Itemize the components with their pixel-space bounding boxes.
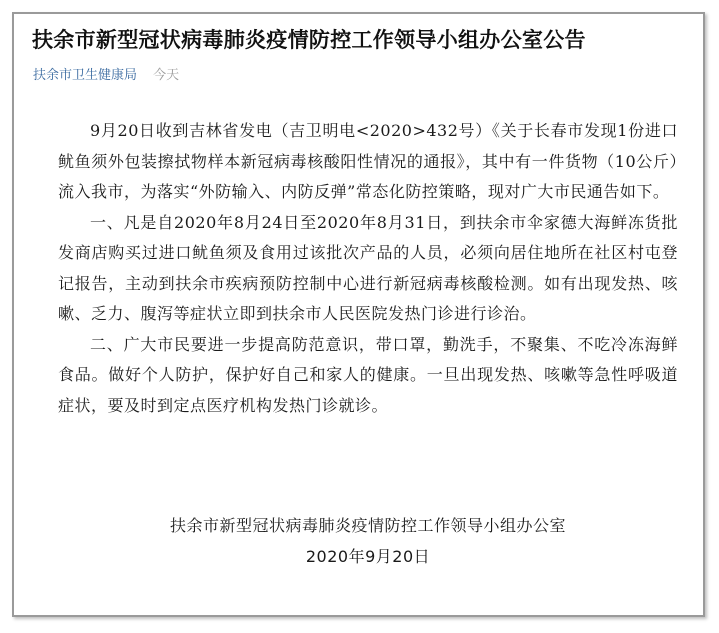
paragraph-intro: 9月20日收到吉林省发电（吉卫明电<2020>432号）《关于长春市发现1份进口鱿鱼须外包装擦拭物样本新冠病毒核酸阳性情况的通报》，其中有一件货物（10公斤）流入我市，为落实“外防输入、内防反弹”常态化防控策略，现对广大市民通告如下。: [58, 121, 678, 201]
signature-date: 2020年9月20日: [305, 547, 431, 566]
publish-time: 今天: [153, 68, 180, 83]
paragraph-item-1: 一、凡是自2020年8月24日至2020年8月31日，到扶余市伞家德大海鲜冻货批发商店购买过进口鱿鱼须及食用过该批次产品的人员，必须向居住地所在社区村屯登记报告，主动到扶余市疾病预防控制中心进行新冠病毒核酸检测。如有出现发热、咳嗽、乏力、腹泻等症状立即到扶余市人民医院发热门诊进行诊治。: [58, 212, 678, 323]
article-title: 扶余市新型冠状病毒肺炎疫情防控工作领导小组办公室公告: [32, 28, 586, 52]
article-meta: [33, 64, 179, 83]
paragraph-item-2: 二、广大市民要进一步提高防范意识，带口罩，勤洗手，不聚集、不吃冷冻海鲜食品。做好个人防护，保护好自己和家人的健康。一旦出现发热、咳嗽等急性呼吸道症状，要及时到定点医疗机构发热门诊就诊。: [58, 334, 678, 415]
article-body: [58, 116, 678, 421]
signature-org: 扶余市新型冠状病毒肺炎疫情防控工作领导小组办公室: [169, 516, 566, 535]
source-link[interactable]: 扶余市卫生健康局: [33, 68, 138, 83]
